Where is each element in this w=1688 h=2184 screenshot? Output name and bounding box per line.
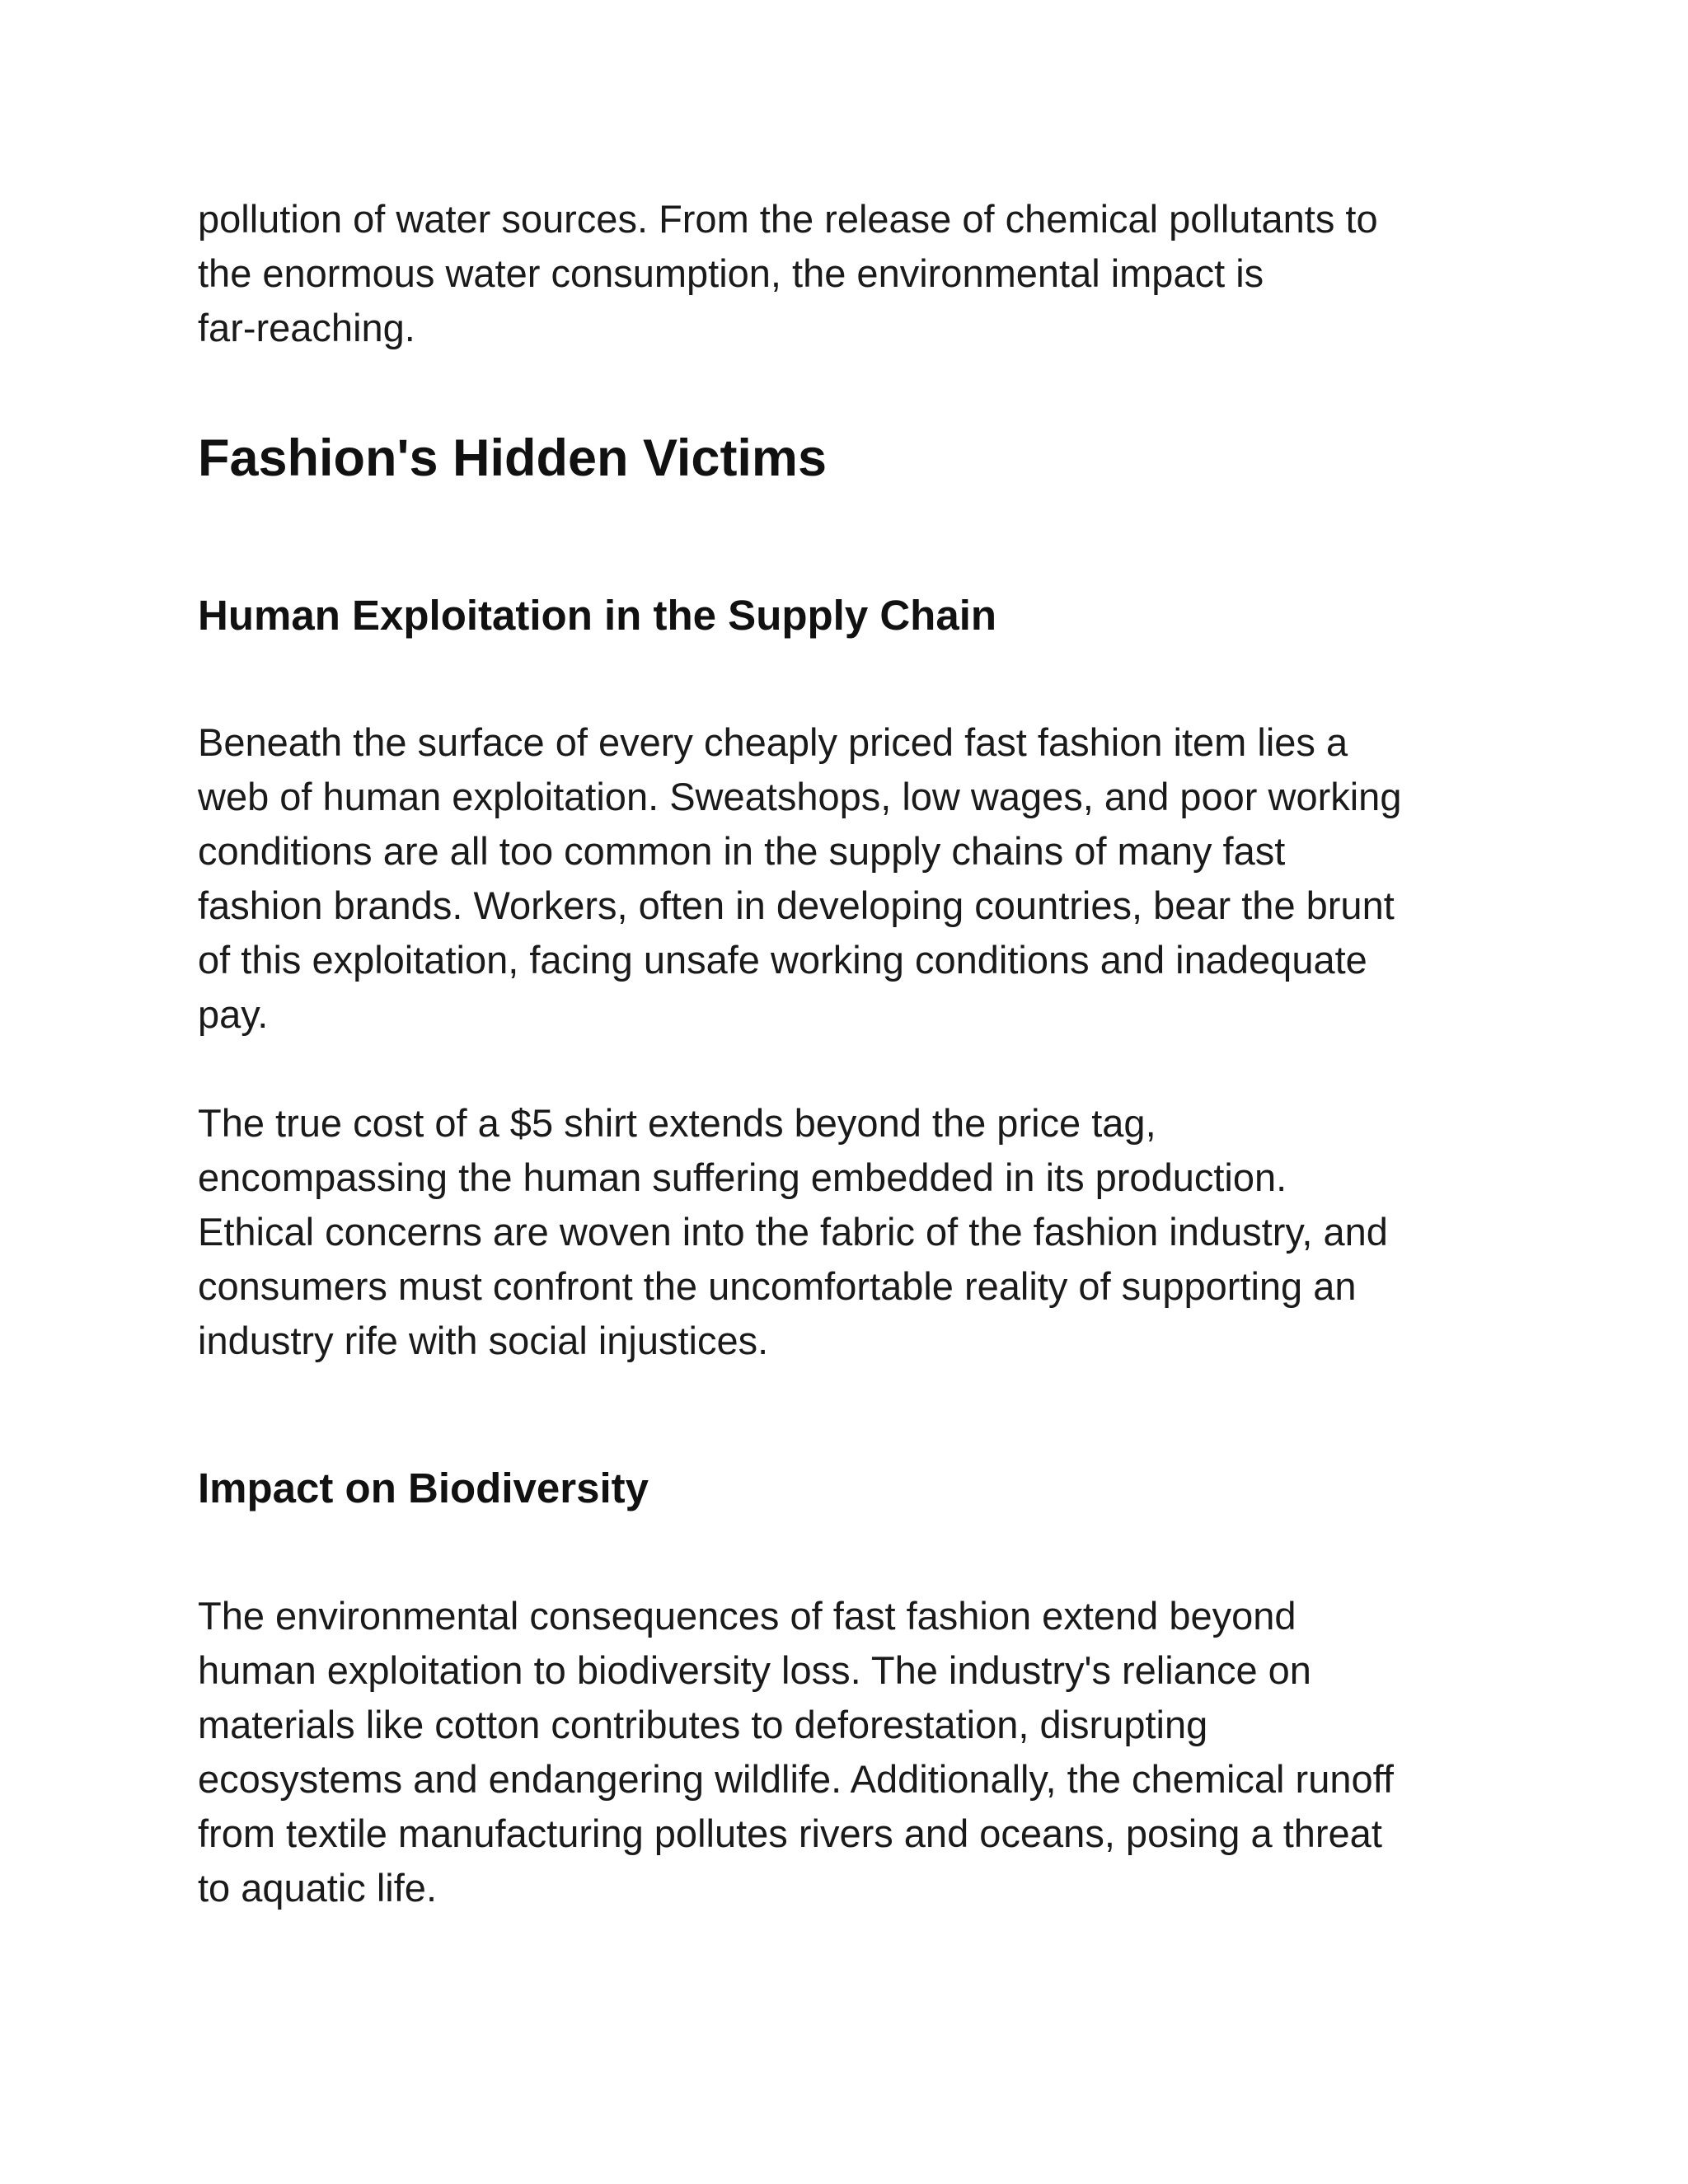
text-line: to aquatic life. [198, 1866, 438, 1910]
text-line: far-reaching. [198, 306, 415, 349]
text-line: from textile manufacturing pollutes rivers and oceans, posing a threat [198, 1811, 1382, 1855]
text-line: pollution of water sources. From the release of chemical pollutants to [198, 197, 1378, 241]
document-page [198, 192, 1508, 1915]
text-line: Beneath the surface of every cheaply priced fast fashion item lies a [198, 720, 1348, 764]
text-line: The environmental consequences of fast fashion extend beyond [198, 1594, 1296, 1638]
text-line: pay. [198, 992, 269, 1036]
text-line: web of human exploitation. Sweatshops, low wages, and poor working [198, 775, 1402, 818]
text-line: industry rife with social injustices. [198, 1319, 769, 1362]
human-exploitation-paragraph-1 [198, 715, 1508, 1042]
biodiversity-paragraph-1 [198, 1589, 1508, 1915]
text-line: encompassing the human suffering embedded in its production. [198, 1155, 1287, 1199]
text-line: materials like cotton contributes to deforestation, disrupting [198, 1703, 1208, 1746]
subsection-heading-biodiversity: Impact on Biodiversity [198, 1465, 649, 1511]
text-line: The true cost of a $5 shirt extends beyond the price tag, [198, 1101, 1156, 1145]
section-title: Fashion's Hidden Victims [198, 429, 827, 487]
human-exploitation-paragraph-2 [198, 1096, 1508, 1368]
text-line: consumers must confront the uncomfortable reality of supporting an [198, 1264, 1357, 1308]
text-line: fashion brands. Workers, often in developing countries, bear the brunt [198, 883, 1395, 927]
text-line: ecosystems and endangering wildlife. Additionally, the chemical runoff [198, 1757, 1394, 1801]
text-line: human exploitation to biodiversity loss. The industry's reliance on [198, 1648, 1311, 1692]
text-line: Ethical concerns are woven into the fabric of the fashion industry, and [198, 1210, 1388, 1254]
subsection-heading-human-exploitation: Human Exploitation in the Supply Chain [198, 592, 997, 639]
text-line: of this exploitation, facing unsafe working conditions and inadequate [198, 938, 1367, 982]
text-line: conditions are all too common in the supply chains of many fast [198, 829, 1286, 873]
intro-paragraph [198, 192, 1508, 355]
text-line: the enormous water consumption, the environmental impact is [198, 251, 1264, 295]
